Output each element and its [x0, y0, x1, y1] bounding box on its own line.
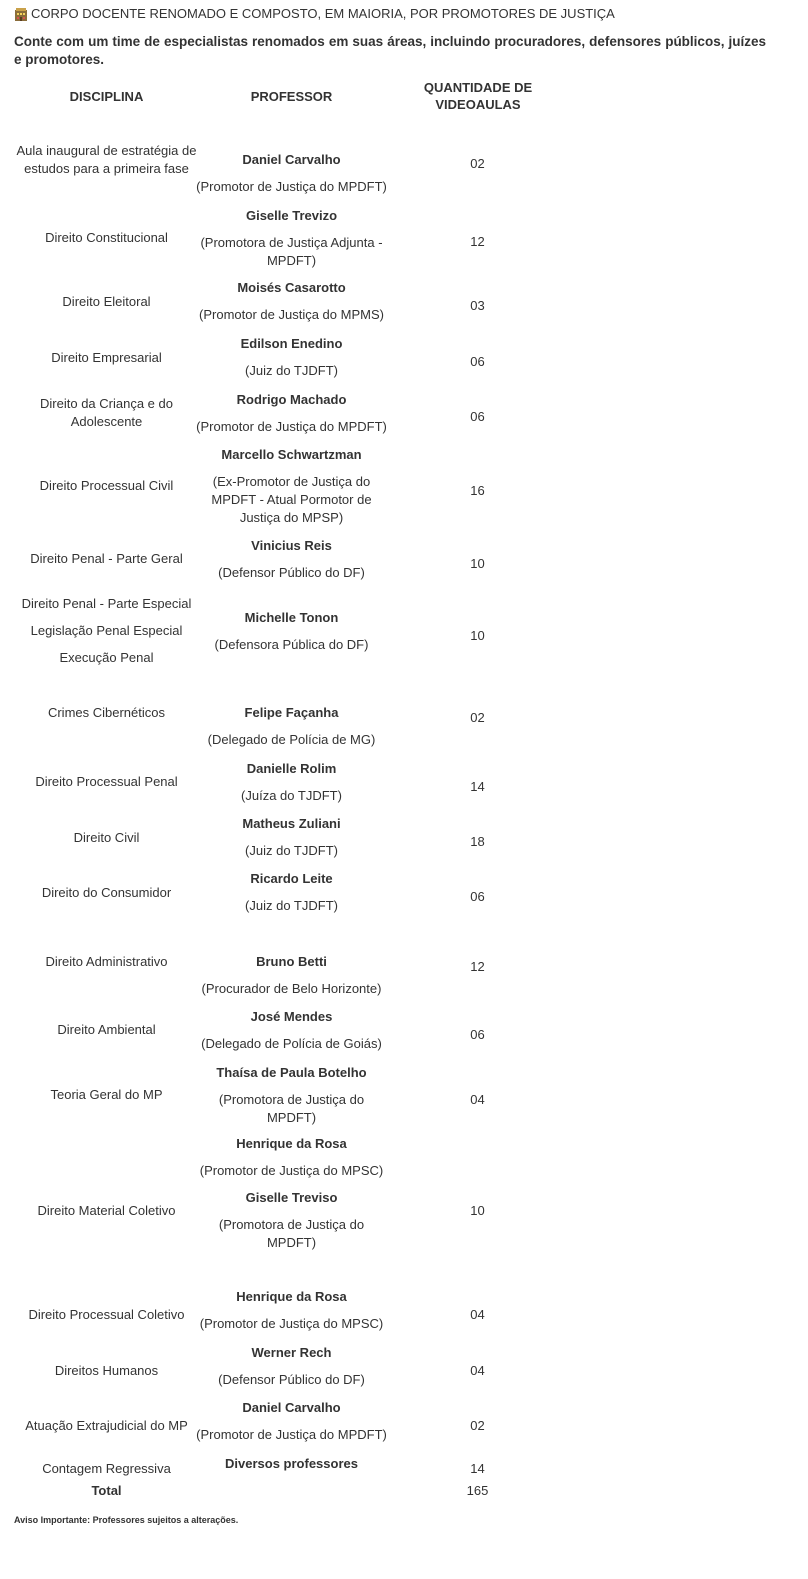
quantity-cell: 06 [470, 354, 485, 369]
discipline-cell: Contagem Regressiva [42, 1461, 171, 1476]
professor-name: Henrique da Rosa [236, 1136, 347, 1151]
professor-name: Danielle Rolim [246, 761, 337, 776]
headline-text: CORPO DOCENTE RENOMADO E COMPOSTO, EM MAIORIA, POR PROMOTORES DE JUSTIÇA [31, 6, 615, 21]
discipline-cell: Direitos Humanos [54, 1363, 159, 1378]
discipline-line: Legislação Penal Especial [30, 623, 183, 638]
quantity-cell: 16 [470, 483, 485, 498]
professor-cell [195, 704, 388, 749]
professor-cell [195, 1344, 388, 1389]
quantity-cell: 04 [470, 1363, 485, 1378]
professor-name: José Mendes [250, 1009, 333, 1024]
professor-role: (Defensor Público do DF) [218, 565, 365, 580]
professor-role: (Juiz do TJDFT) [245, 898, 338, 913]
professor-name: Michelle Tonon [244, 610, 339, 625]
professor-cell [195, 1135, 388, 1252]
professor-cell [195, 151, 388, 196]
discipline-cell: Direito Processual Civil [39, 478, 174, 493]
quantity-cell: 06 [470, 409, 485, 424]
professor-role: (Promotora de Justiça do MPDFT) [218, 1217, 365, 1250]
professor-cell [195, 760, 388, 805]
professor-role: (Promotor de Justiça do MPDFT) [196, 1427, 387, 1442]
total-value: 165 [466, 1483, 489, 1498]
professor-cell [195, 609, 388, 654]
quantity-cell: 06 [470, 889, 485, 904]
discipline-line: Direito Penal - Parte Especial [21, 596, 192, 611]
professor-cell [195, 953, 388, 998]
professor-cell [195, 1064, 388, 1127]
professor-name: Diversos professores [225, 1456, 358, 1471]
discipline-cell: Direito Administrativo [45, 954, 168, 969]
quantity-cell: 06 [470, 1027, 485, 1042]
header-professor: PROFESSOR [250, 89, 333, 104]
discipline-cell: Direito Processual Penal [35, 774, 178, 789]
quantity-cell: 10 [470, 556, 485, 571]
discipline-cell: Direito do Consumidor [41, 885, 172, 900]
quantity-cell: 14 [470, 779, 485, 794]
professor-role: (Defensor Público do DF) [218, 1372, 365, 1387]
discipline-cell: Direito Empresarial [51, 350, 162, 365]
discipline-cell: Direito Ambiental [57, 1022, 156, 1037]
professor-name: Vinicius Reis [251, 538, 332, 553]
professor-role: (Juíza do TJDFT) [241, 788, 342, 803]
professor-name: Werner Rech [251, 1345, 332, 1360]
quantity-cell: 03 [470, 298, 485, 313]
professor-role: (Promotor de Justiça do MPSC) [199, 1316, 384, 1331]
professor-role: (Juiz do TJDFT) [245, 843, 338, 858]
quantity-cell: 10 [470, 628, 485, 643]
professor-role: (Defensora Pública do DF) [214, 637, 369, 652]
quantity-cell: 14 [470, 1461, 485, 1476]
professor-role: (Delegado de Polícia de Goiás) [201, 1036, 382, 1051]
discipline-cell: Direito Eleitoral [62, 294, 151, 309]
section-headline [14, 6, 615, 21]
quantity-cell: 02 [470, 1418, 485, 1433]
notice-text: Aviso Importante: Professores sujeitos a alterações. [14, 1515, 239, 1525]
professor-name: Giselle Treviso [245, 1190, 338, 1205]
professor-name: Daniel Carvalho [242, 152, 341, 167]
professor-name: Henrique da Rosa [236, 1289, 347, 1304]
professor-role: (Promotora de Justiça Adjunta - MPDFT) [200, 235, 383, 268]
discipline-cell: Direito Constitucional [45, 230, 168, 245]
professor-role: (Promotor de Justiça do MPDFT) [196, 419, 387, 434]
discipline-cell: Teoria Geral do MP [50, 1087, 163, 1102]
professor-name: Daniel Carvalho [242, 1400, 341, 1415]
discipline-cell: Direito da Criança e do Adolescente [40, 396, 173, 429]
professor-role: (Delegado de Polícia de MG) [207, 732, 376, 747]
intro-paragraph: Conte com um time de especialistas renomados em suas áreas, incluindo procuradores, defensores públicos, juízes e promotores. [14, 34, 766, 67]
quantity-cell: 18 [470, 834, 485, 849]
professor-role: (Procurador de Belo Horizonte) [201, 981, 382, 996]
professor-cell [195, 335, 388, 380]
discipline-cell: Direito Penal - Parte Geral [30, 551, 183, 566]
quantity-cell: 04 [470, 1307, 485, 1322]
professor-role: (Promotor de Justiça do MPDFT) [196, 179, 387, 194]
discipline-cell: Aula inaugural de estratégia de estudos para a primeira fase [16, 143, 197, 176]
professor-cell [195, 279, 388, 324]
professor-name: Rodrigo Machado [236, 392, 347, 407]
professor-role: (Promotor de Justiça do MPMS) [199, 307, 384, 322]
professor-name: Felipe Façanha [244, 705, 339, 720]
professor-role: (Juiz do TJDFT) [245, 363, 338, 378]
quantity-cell: 02 [470, 156, 485, 171]
professor-cell [195, 815, 388, 860]
building-icon [14, 7, 28, 21]
header-quantity: QUANTIDADE DE VIDEOAULAS [423, 80, 533, 112]
professor-role: (Promotora de Justiça do MPDFT) [218, 1092, 365, 1125]
discipline-line: Execução Penal [59, 650, 154, 665]
quantity-cell: 12 [470, 959, 485, 974]
professor-name: Matheus Zuliani [242, 816, 341, 831]
professor-cell [195, 870, 388, 915]
professor-cell [195, 1008, 388, 1053]
quantity-cell: 10 [470, 1203, 485, 1218]
professor-name: Edilson Enedino [240, 336, 343, 351]
professor-cell [195, 1288, 388, 1333]
professor-name: Giselle Trevizo [245, 208, 338, 223]
professor-name: Bruno Betti [256, 954, 327, 969]
discipline-cell [14, 595, 199, 667]
professor-cell [195, 1399, 388, 1444]
quantity-cell: 04 [470, 1092, 485, 1107]
professor-name: Thaísa de Paula Botelho [216, 1065, 367, 1080]
discipline-cell: Direito Processual Coletivo [28, 1307, 185, 1322]
quantity-cell: 02 [470, 710, 485, 725]
professor-role: (Ex-Promotor de Justiça do MPDFT - Atual Pormotor de Justiça do MPSP) [211, 474, 372, 525]
discipline-cell: Crimes Cibernéticos [47, 705, 166, 720]
quantity-cell: 12 [470, 234, 485, 249]
discipline-cell: Atuação Extrajudicial do MP [25, 1418, 188, 1433]
header-discipline: DISCIPLINA [69, 89, 144, 104]
professor-name: Moisés Casarotto [237, 280, 346, 295]
professor-name: Ricardo Leite [250, 871, 333, 886]
discipline-cell: Direito Material Coletivo [37, 1203, 176, 1218]
professor-role: (Promotor de Justiça do MPSC) [199, 1163, 384, 1178]
professor-cell [195, 1455, 388, 1473]
professor-cell [195, 207, 388, 270]
professor-cell [195, 446, 388, 527]
professor-cell [195, 537, 388, 582]
total-label: Total [91, 1483, 122, 1498]
professor-cell [195, 391, 388, 436]
discipline-cell: Direito Civil [73, 830, 140, 845]
professor-name: Marcello Schwartzman [221, 447, 362, 462]
